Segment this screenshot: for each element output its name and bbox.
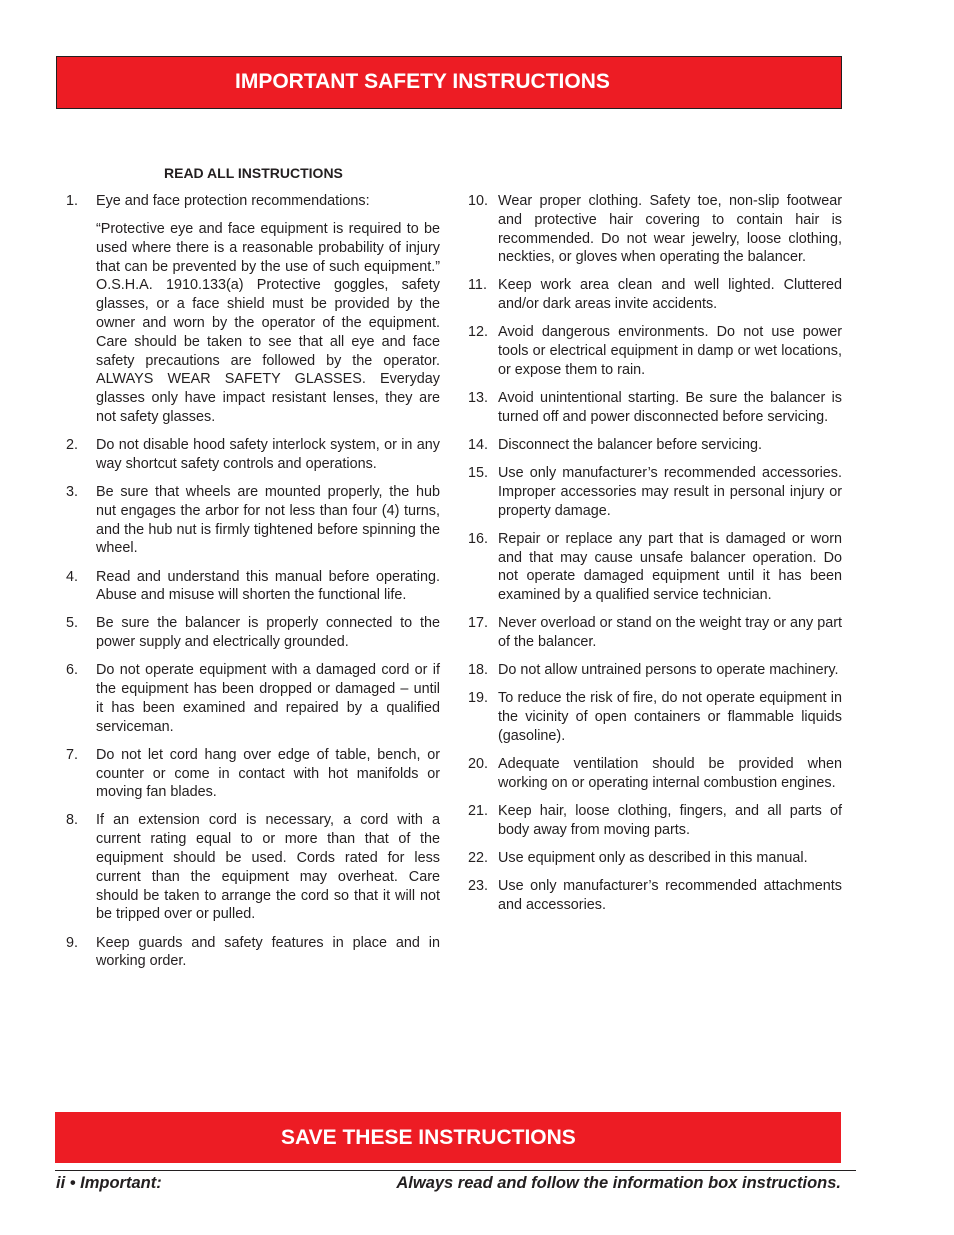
instruction-number: 9. [66,934,79,951]
instruction-text [498,877,842,915]
instruction-text [498,464,842,520]
instruction-item [468,464,842,520]
instruction-number: 20. [468,755,489,772]
instruction-text [498,276,842,314]
instruction-paragraph: Repair or replace any part that is damaged or worn and that may cause unsafe balancer operation. Do not operate damaged equipment until it has been examined by a qualified service technician. [498,530,842,604]
instruction-paragraph: To reduce the risk of fire, do not operate equipment in the vicinity of open containers or flammable liquids (gasoline). [498,690,842,744]
instruction-paragraph: Read and understand this manual before operating. Abuse and misuse will shorten the functional life. [96,568,440,604]
instruction-item [468,323,842,379]
instruction-text [96,192,440,427]
instruction-number: 6. [66,662,79,679]
instruction-paragraph: Never overload or stand on the weight tray or any part of the balancer. [498,615,842,651]
instruction-number: 4. [66,568,79,585]
instruction-text [498,192,842,267]
instruction-number: 5. [66,615,79,632]
instruction-paragraph: Adequate ventilation should be provided when working on or operating internal combustion engines. [498,755,842,791]
save-instructions-banner [55,1112,841,1163]
instruction-text [498,436,842,455]
instruction-text [498,323,842,379]
instruction-paragraph: Avoid unintentional starting. Be sure the balancer is turned off and power disconnected before servicing. [498,390,842,425]
instruction-number: 16. [468,530,489,547]
instruction-paragraph: Wear proper clothing. Safety toe, non-slip footwear and protective hair covering to contain hair is recommended. Do not wear jewelry, loose clothing, neckties, or gloves when operating the balancer. [498,193,842,266]
instruction-paragraph: If an extension cord is necessary, a cord with a current rating equal to or more than that of the equipment should be used. Cords rated for less current than the equipment may overheat. Care should be taken to arrange the cord so that it will not be tripped over or pulled. [96,812,440,923]
instruction-item [66,568,440,606]
instruction-paragraph: Keep hair, loose clothing, fingers, and all parts of body away from moving parts. [498,802,842,838]
save-instructions-title: SAVE THESE INSTRUCTIONS [281,1126,576,1149]
instruction-number: 2. [66,437,79,454]
instruction-number: 7. [66,746,79,763]
instruction-paragraph: Be sure the balancer is properly connected to the power supply and electrically grounded. [96,615,440,651]
instruction-text [498,530,842,605]
instruction-item [468,661,842,680]
instruction-paragraph: Use only manufacturer’s recommended attachments and accessories. [498,877,842,913]
instruction-item [468,802,842,840]
instruction-item [66,934,440,972]
instruction-item [468,389,842,427]
instruction-number: 14. [468,436,489,453]
instruction-paragraph: Avoid dangerous environments. Do not use power tools or electrical equipment in damp or wet locations, or expose them to rain. [498,324,842,378]
instruction-number: 11. [468,277,487,294]
page-title: IMPORTANT SAFETY INSTRUCTIONS [235,70,610,93]
instruction-text [96,614,440,652]
instruction-item [66,614,440,652]
instruction-paragraph: Keep work area clean and well lighted. Cluttered and/or dark areas invite accidents. [498,277,842,313]
instruction-item [468,530,842,605]
instruction-item [468,689,842,745]
instruction-item [468,276,842,314]
instruction-item [468,755,842,793]
instruction-item [468,192,842,267]
instruction-item [468,877,842,915]
instruction-paragraph: Use only manufacturer’s recommended accessories. Improper accessories may result in personal injury or property damage. [498,465,842,519]
instruction-paragraph: Use equipment only as described in this manual. [498,849,808,866]
instruction-number: 13. [468,390,489,407]
footer-page-label: ii • Important: [56,1174,162,1192]
safety-header-banner [56,56,842,109]
instruction-paragraph: Eye and face protection recommendations: [96,193,370,209]
instruction-text [96,661,440,736]
instruction-paragraph: Do not operate equipment with a damaged cord or if the equipment has been dropped or damaged – until it has been examined and repaired by a qualified serviceman. [96,662,440,735]
instruction-paragraph: Do not disable hood safety interlock system, or in any way shortcut safety controls and operations. [96,437,440,472]
instruction-paragraph: Keep guards and safety features in place and in working order. [96,934,440,970]
footer-note: Always read and follow the information box instructions. [396,1174,841,1192]
instruction-item [468,436,842,455]
instruction-number: 21. [468,802,489,819]
instruction-text [96,483,440,558]
instruction-paragraph: Be sure that wheels are mounted properly, the hub nut engages the arbor for not less than four (4) turns, and the hub nut is firmly tightened before spinning the wheel. [96,484,440,557]
instruction-paragraph: Disconnect the balancer before servicing. [498,436,762,453]
instructions-column-left [66,192,440,980]
instruction-number: 10. [468,193,489,209]
instruction-number: 8. [66,812,79,829]
instruction-number: 1. [66,193,79,209]
instruction-text [96,811,440,924]
instruction-text [498,689,842,745]
instruction-text [498,661,842,680]
instruction-paragraph: Do not allow untrained persons to operate machinery. [498,662,839,679]
instruction-number: 19. [468,690,489,707]
instruction-paragraph: “Protective eye and face equipment is required to be used where there is a reasonable probability of injury that can be prevented by the use of such equipment.” O.S.H.A. 1910.133(a) Protective goggles, safety glasses, or a face shield must be provided by the owner and worn by the operator of the equipment. Care should be taken to see that all eye and face safety precautions are followed by the operator. ALWAYS WEAR SAFETY GLASSES. Everyday glasses only have impact resistant lenses, they are not safety glasses. [96,221,440,426]
instruction-number: 15. [468,465,489,482]
instruction-item [468,849,842,868]
instruction-number: 17. [468,615,489,632]
instruction-text [96,568,440,606]
instruction-text [498,389,842,427]
instruction-item [468,614,842,652]
instruction-text [498,849,842,868]
instructions-column-right [468,192,842,924]
instruction-number: 3. [66,484,79,501]
instruction-text [498,614,842,652]
instruction-number: 12. [468,324,489,341]
instruction-item [66,811,440,924]
instruction-text [498,802,842,840]
instruction-item [66,192,440,427]
instruction-text [96,934,440,972]
instruction-paragraph: Do not let cord hang over edge of table, bench, or counter or come in contact with hot manifolds or moving fan blades. [96,746,440,801]
instruction-number: 22. [468,849,489,866]
section-heading: READ ALL INSTRUCTIONS [164,165,343,181]
instruction-text [96,436,440,474]
instruction-text [96,746,440,802]
instruction-item [66,436,440,474]
instruction-item [66,746,440,802]
instruction-item [66,661,440,736]
instruction-number: 23. [468,877,489,894]
instruction-number: 18. [468,662,489,679]
instruction-text [498,755,842,793]
instruction-item [66,483,440,558]
